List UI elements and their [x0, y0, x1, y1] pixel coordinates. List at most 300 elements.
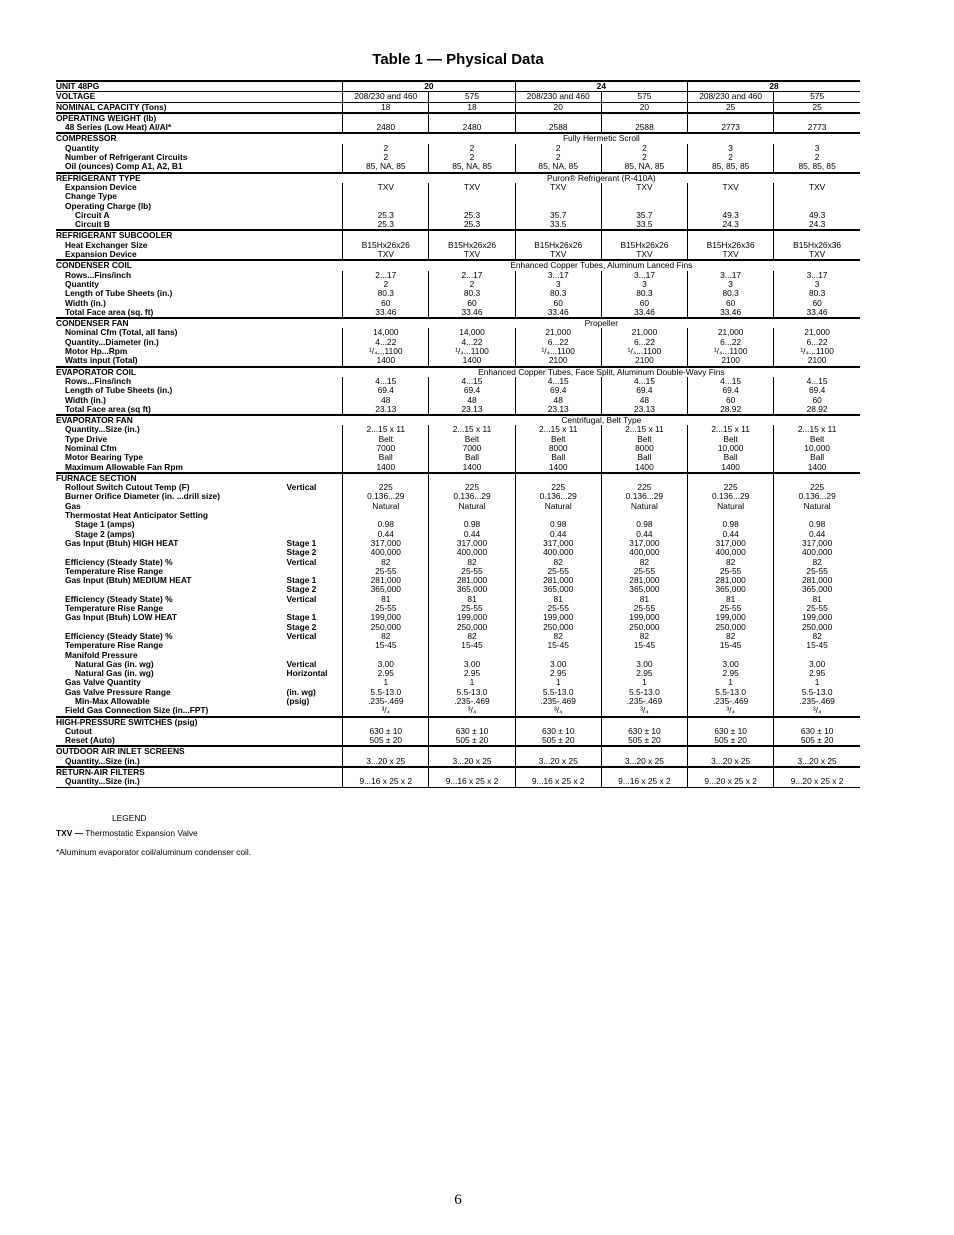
value-cell: 0.98 [601, 520, 687, 529]
legend-heading: LEGEND [112, 813, 147, 823]
row-label: Burner Orifice Diameter (in. ...drill size) [65, 491, 220, 502]
value-cell: 250,000 [601, 623, 687, 632]
value-cell: 60 [343, 299, 429, 308]
row-label: Motor Hp...Rpm [65, 346, 128, 357]
legend-abbr: TXV [56, 828, 73, 838]
value-cell: 80.3 [429, 289, 515, 298]
value-cell: 81 [601, 595, 687, 604]
row-label: Oil (ounces) Comp A1, A2, B1 [56, 162, 343, 172]
value-cell: 3 [814, 142, 820, 153]
row-qualifier [287, 641, 343, 650]
value-cell: ¹/₄...1100 [800, 346, 834, 357]
ra_filters-row [56, 777, 860, 787]
value-cell: 85, 85, 85 [688, 162, 774, 172]
value-cell: Belt [601, 435, 687, 444]
value-cell: 199,000 [429, 613, 515, 622]
value-cell: 25-55 [515, 567, 601, 576]
value-cell: 6...22 [515, 338, 601, 347]
value-cell: 2100 [774, 356, 860, 366]
row-label: Gas [65, 500, 81, 511]
value-cell: 25-55 [806, 565, 828, 576]
value-cell: 25-55 [601, 567, 687, 576]
row-label: Gas Input (Btuh) MEDIUM HEAT [65, 575, 192, 586]
value-cell: 69.4 [601, 386, 687, 395]
physical-data-table [56, 80, 860, 788]
value-cell: 81 [688, 595, 774, 604]
row-label: Gas Valve Quantity [65, 677, 141, 688]
value-cell [429, 192, 515, 201]
value-cell: 199,000 [688, 613, 774, 622]
value-cell: 4...22 [429, 338, 515, 347]
value-cell: 82 [343, 558, 429, 567]
value-cell: 5.5-13.0 [515, 688, 601, 697]
value-cell: 630 ± 10 [515, 727, 601, 736]
value-cell: 2 [429, 144, 515, 153]
value-cell: TXV [774, 250, 860, 260]
row-qualifier: (psig) [286, 696, 310, 706]
evaporator_coil-row [56, 386, 860, 395]
row-qualifier: Vertical [286, 482, 317, 493]
row-qualifier [287, 492, 343, 501]
value-cell: 15-45 [601, 641, 687, 650]
row-qualifier: Vertical [286, 556, 317, 567]
value-cell: 8000 [601, 444, 687, 453]
value-cell: 69.4 [343, 386, 429, 395]
value-cell: 199,000 [343, 613, 429, 622]
row-label: Circuit A [75, 209, 110, 220]
value-cell: ³/₄ [429, 706, 515, 716]
value-cell: 33.46 [429, 308, 515, 318]
section-label: EVAPORATOR FAN [56, 415, 343, 425]
value-cell: 2 [343, 144, 429, 153]
value-cell: 281,000 [688, 576, 774, 585]
value-cell: ¹/₄...1100 [515, 347, 601, 356]
value-cell: 33.46 [688, 308, 774, 318]
value-cell: 3...20 x 25 [429, 757, 515, 767]
value-cell: 0.98 [429, 520, 515, 529]
value-cell: 2...15 x 11 [429, 425, 515, 434]
value-cell: 8000 [515, 444, 601, 453]
value-cell: 317,000 [801, 537, 833, 548]
value-cell: .235-.469 [343, 697, 429, 706]
value-cell: 2773 [774, 123, 860, 133]
value-cell: 25-55 [806, 603, 828, 614]
unit-size-header: 28 [688, 81, 860, 92]
evaporator_fan-row [56, 463, 860, 473]
value-cell: 0.136...29 [343, 492, 429, 501]
value-cell: 3 [688, 280, 774, 289]
value-cell: 225 [515, 483, 601, 492]
value-cell: 2 [688, 153, 774, 162]
value-cell: 5.5-13.0 [801, 686, 833, 697]
value-cell: 630 ± 10 [601, 727, 687, 736]
value-cell: 85, NA, 85 [601, 162, 687, 172]
value-cell: 69.4 [429, 386, 515, 395]
value-cell: 28.92 [774, 405, 860, 415]
value-cell: ³/₄ [515, 706, 601, 716]
row-label: Total Face area (sq. ft) [56, 308, 343, 318]
value-cell: 3...20 x 25 [688, 757, 774, 767]
value-cell: 3 [688, 144, 774, 153]
row-label: Operating Charge (lb) [65, 200, 152, 211]
value-cell: 2.95 [601, 669, 687, 678]
value-cell: 25-55 [429, 567, 515, 576]
value-cell: 365,000 [515, 585, 601, 594]
row-label: Length of Tube Sheets (in.) [65, 288, 173, 299]
row-label: Reset (Auto) [56, 736, 343, 746]
value-cell: 9...20 x 25 x 2 [774, 777, 860, 787]
row-label: Expansion Device [56, 250, 343, 260]
value-cell: TXV [601, 250, 687, 260]
value-cell: 2 [601, 144, 687, 153]
value-cell: 18 [343, 102, 429, 113]
value-cell: 0.98 [515, 520, 601, 529]
value-cell [601, 192, 687, 201]
value-cell: 85, 85, 85 [774, 162, 860, 172]
value-cell: 2480 [429, 123, 515, 133]
value-cell: 630 ± 10 [343, 727, 429, 736]
section-span-note: Propeller [343, 318, 860, 328]
section-span-note: Enhanced Copper Tubes, Face Split, Aluminum Double-Wavy Fins [343, 367, 860, 377]
value-cell: 1400 [774, 463, 860, 473]
value-cell: B15Hx26x26 [601, 241, 687, 250]
value-cell: 25.3 [343, 220, 429, 230]
value-cell: 25-55 [688, 567, 774, 576]
value-cell: TXV [688, 183, 774, 192]
value-cell: 82 [515, 558, 601, 567]
value-cell: ³/₄ [688, 706, 774, 716]
value-cell [774, 192, 860, 201]
value-cell: 575 [601, 92, 687, 102]
value-cell: 48 [429, 396, 515, 405]
row-qualifier [287, 502, 343, 511]
value-cell: 33.46 [515, 308, 601, 318]
value-cell: 250,000 [515, 623, 601, 632]
value-cell [515, 192, 601, 201]
value-cell: B15Hx26x26 [515, 241, 601, 250]
row-label: Change Type [65, 191, 117, 202]
row-label: Length of Tube Sheets (in.) [65, 385, 173, 396]
value-cell: 35.7 [515, 211, 601, 220]
value-cell: 21,000 [688, 328, 774, 337]
furnace-row [56, 641, 860, 650]
value-cell: 25 [688, 102, 774, 113]
value-cell: 25-55 [601, 604, 687, 613]
page-title: Table 1 — Physical Data [372, 51, 544, 68]
legend-dash: — [74, 828, 83, 838]
value-cell: 365,000 [688, 585, 774, 594]
row-label: Width (in.) [65, 394, 106, 405]
value-cell: 317,000 [601, 539, 687, 548]
value-cell: 4...15 [343, 377, 429, 386]
value-cell: ¹/₄...1100 [343, 347, 429, 356]
value-cell: .235-.469 [688, 697, 774, 706]
value-cell: 0.44 [688, 530, 774, 539]
value-cell: 2480 [343, 123, 429, 133]
condenser_coil-row [56, 271, 860, 280]
evaporator_fan-row [56, 444, 860, 453]
value-cell: 49.3 [688, 211, 774, 220]
value-cell: 49.3 [808, 209, 826, 220]
section-label: HIGH-PRESSURE SWITCHES (psig) [56, 717, 343, 727]
value-cell: 4...15 [688, 377, 774, 386]
row-qualifier: Stage 2 [286, 584, 317, 595]
value-cell: 82 [688, 632, 774, 641]
value-cell: 2.95 [808, 668, 826, 679]
value-cell: 281,000 [429, 576, 515, 585]
value-cell: 48 [515, 396, 601, 405]
section-label: FURNACE SECTION [56, 473, 343, 483]
furnace-row [56, 660, 860, 669]
value-cell: 82 [601, 558, 687, 567]
refrigerant-row [56, 211, 860, 220]
value-cell: 3...20 x 25 [343, 757, 429, 767]
value-cell [688, 192, 774, 201]
value-cell: 2 [814, 152, 820, 163]
row-label: Efficiency (Steady State) % [65, 630, 173, 641]
refrigerant-row [56, 220, 860, 230]
value-cell: TXV [429, 183, 515, 192]
row-label: 48 Series (Low Heat) Al/Al* [56, 123, 343, 133]
value-cell: Belt [809, 433, 825, 444]
value-cell: 23.13 [429, 405, 515, 415]
value-cell: 10,000 [804, 442, 830, 453]
value-cell: 33.46 [601, 308, 687, 318]
value-cell: 2588 [601, 123, 687, 133]
section-label: RETURN-AIR FILTERS [56, 767, 343, 777]
value-cell: Ball [601, 453, 687, 462]
evaporator_coil-row [56, 377, 860, 386]
value-cell: Ball [343, 453, 429, 462]
value-cell: 1 [688, 678, 774, 687]
value-cell: 25-55 [343, 567, 429, 576]
value-cell: 4...15 [601, 377, 687, 386]
value-cell: 7000 [429, 444, 515, 453]
value-cell: 25.3 [429, 211, 515, 220]
value-cell: .235-.469 [601, 697, 687, 706]
value-cell: 1400 [343, 356, 429, 366]
value-cell: Belt [429, 435, 515, 444]
section-span-note: Fully Hermetic Scroll [343, 133, 860, 143]
value-cell: 6...22 [806, 336, 828, 347]
value-cell [343, 192, 429, 201]
value-cell: 630 ± 10 [800, 725, 834, 736]
row-label: Circuit B [56, 220, 343, 230]
value-cell: Natural [515, 502, 601, 511]
row-qualifier: Stage 1 [286, 612, 317, 623]
value-cell: 2 [601, 153, 687, 162]
value-cell: Belt [688, 435, 774, 444]
value-cell: ³/₄ [601, 706, 687, 716]
value-cell: 250,000 [429, 623, 515, 632]
value-cell: 3.00 [688, 660, 774, 669]
page-number: 6 [454, 1192, 462, 1208]
row-label: Efficiency (Steady State) % [65, 593, 173, 604]
value-cell: 14,000 [343, 328, 429, 337]
unit-size-header: 20 [343, 81, 515, 92]
value-cell: 365,000 [801, 584, 833, 595]
value-cell: 60 [812, 297, 822, 308]
row-label: Maximum Allowable Fan Rpm [56, 463, 343, 473]
row-qualifier: Vertical [286, 630, 317, 641]
value-cell: 225 [688, 483, 774, 492]
value-cell: B15Hx26x36 [688, 241, 774, 250]
value-cell: 24.3 [688, 220, 774, 230]
value-cell: 2 [515, 153, 601, 162]
value-cell: 630 ± 10 [688, 727, 774, 736]
row-label: Rollout Switch Cutout Temp (F) [65, 482, 190, 493]
value-cell: 2588 [515, 123, 601, 133]
value-cell: 82 [429, 558, 515, 567]
value-cell: 3...20 x 25 [515, 757, 601, 767]
value-cell: 3.00 [429, 660, 515, 669]
row-label: Quantity...Size (in.) [56, 757, 343, 767]
condenser_coil-row [56, 308, 860, 318]
value-cell: 5.5-13.0 [688, 688, 774, 697]
value-cell: 3...17 [515, 271, 601, 280]
value-cell: 9...16 x 25 x 2 [429, 777, 515, 787]
row-label: Nominal Cfm (Total, all fans) [65, 327, 178, 338]
row-qualifier: Stage 2 [286, 547, 317, 558]
condenser_coil-row [56, 280, 860, 289]
value-cell: 5.5-13.0 [343, 688, 429, 697]
value-cell: 2...15 x 11 [797, 424, 837, 435]
condenser_coil-row [56, 289, 860, 298]
value-cell: 199,000 [801, 612, 833, 623]
furnace-row [56, 548, 860, 557]
value-cell: 25-55 [515, 604, 601, 613]
row-label: Heat Exchanger Size [65, 239, 148, 250]
value-cell: 48 [343, 396, 429, 405]
row-label: Gas Input (Btuh) LOW HEAT [65, 612, 177, 623]
row-label: Width (in.) [65, 297, 106, 308]
value-cell: 33.46 [343, 308, 429, 318]
value-cell: 15-45 [515, 641, 601, 650]
section-label: REFRIGERANT TYPE [56, 173, 343, 183]
value-cell: 3...17 [601, 271, 687, 280]
section-compressor [56, 133, 860, 143]
value-cell: 23.13 [515, 405, 601, 415]
legend-text: Thermostatic Expansion Valve [85, 828, 198, 838]
section-label: REFRIGERANT SUBCOOLER [56, 230, 343, 240]
value-cell: 281,000 [343, 576, 429, 585]
value-cell: 3...17 [806, 269, 828, 280]
value-cell: .235-.469 [799, 696, 835, 706]
row-label: Temperature Rise Range [65, 640, 164, 651]
value-cell: 400,000 [688, 548, 774, 557]
value-cell: 250,000 [801, 621, 833, 632]
value-cell: 4...15 [429, 377, 515, 386]
value-cell: 365,000 [429, 585, 515, 594]
value-cell: 15-45 [806, 640, 828, 651]
value-cell: 81 [343, 595, 429, 604]
section-span-note: Centrifugal, Belt Type [343, 415, 860, 425]
section-label: CONDENSER FAN [56, 318, 343, 328]
value-cell: 2100 [515, 356, 601, 366]
row-qualifier: Stage 1 [286, 537, 317, 548]
value-cell: 1400 [688, 463, 774, 473]
row-qualifier: (in. wg) [286, 686, 316, 697]
value-cell: 80.3 [601, 289, 687, 298]
value-cell: TXV [515, 250, 601, 260]
row-label: Nominal Cfm [65, 442, 117, 453]
value-cell: 3...17 [688, 271, 774, 280]
value-cell: 5.5-13.0 [429, 688, 515, 697]
row-label: Quantity...Size (in.) [65, 424, 140, 435]
value-cell: 81 [429, 595, 515, 604]
value-cell: 3...20 x 25 [774, 757, 860, 767]
section-label: OPERATING WEIGHT (lb) [56, 113, 343, 123]
row-label: Cutout [65, 725, 92, 736]
value-cell: 0.136...29 [601, 492, 687, 501]
value-cell: 82 [688, 558, 774, 567]
furnace-row [56, 669, 860, 678]
unit-size-header: 24 [515, 81, 687, 92]
value-cell: 400,000 [601, 548, 687, 557]
value-cell: 575 [774, 92, 860, 102]
value-cell: 505 ± 20 [343, 736, 429, 746]
value-cell: 199,000 [601, 613, 687, 622]
value-cell: 82 [343, 632, 429, 641]
row-qualifier [287, 511, 343, 520]
value-cell: 2.95 [688, 669, 774, 678]
value-cell: 2...15 x 11 [688, 425, 774, 434]
value-cell: Natural [688, 502, 774, 511]
value-cell: 2.95 [429, 669, 515, 678]
value-cell: 3.00 [808, 658, 826, 669]
value-cell: 505 ± 20 [515, 736, 601, 746]
value-cell: 2...17 [429, 271, 515, 280]
value-cell: 0.44 [601, 530, 687, 539]
row-label: Rows...Fins/inch [65, 269, 132, 280]
value-cell: 33.5 [515, 220, 601, 230]
value-cell: 0.98 [688, 520, 774, 529]
value-cell: 2 [429, 280, 515, 289]
value-cell: 60 [515, 299, 601, 308]
value-cell: 69.4 [808, 385, 826, 396]
value-cell: 20 [601, 102, 687, 113]
value-cell: TXV [343, 183, 429, 192]
value-cell: 14,000 [429, 328, 515, 337]
value-cell: Ball [688, 453, 774, 462]
value-cell: 225 [601, 483, 687, 492]
value-cell: 82 [812, 630, 822, 641]
value-cell: 1400 [429, 463, 515, 473]
header-capacity-row [56, 102, 860, 113]
value-cell: 82 [515, 632, 601, 641]
value-cell: 208/230 and 460 [688, 92, 774, 102]
furnace-row [56, 585, 860, 594]
value-cell: 281,000 [601, 576, 687, 585]
value-cell: Natural [803, 500, 831, 511]
condenser_fan-row [56, 356, 860, 366]
row-label: Min-Max Allowable [75, 696, 150, 706]
value-cell: 208/230 and 460 [343, 92, 429, 102]
row-label: Thermostat Heat Anticipator Setting [65, 510, 209, 521]
subcooler-row [56, 241, 860, 250]
value-cell: 0.136...29 [688, 492, 774, 501]
value-cell: Ball [810, 452, 825, 463]
value-cell: 23.13 [601, 405, 687, 415]
section-label: CONDENSER COIL [56, 260, 343, 270]
row-label: Type Drive [65, 433, 108, 444]
value-cell: 2 [343, 280, 429, 289]
row-label: Gas Valve Pressure Range [65, 686, 171, 697]
value-cell: 21,000 [601, 328, 687, 337]
row-label: Temperature Rise Range [65, 603, 164, 614]
value-cell: 3.00 [515, 660, 601, 669]
value-cell: Belt [343, 435, 429, 444]
